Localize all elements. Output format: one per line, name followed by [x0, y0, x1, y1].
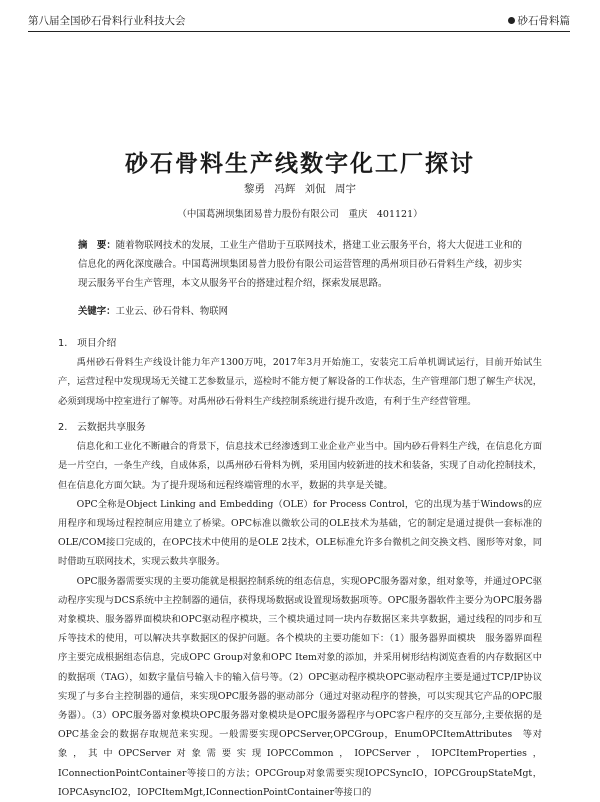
section-tag	[508, 13, 571, 28]
section-heading: 1. 项目介绍	[58, 338, 117, 349]
running-header	[28, 8, 570, 32]
abstract-label: 摘 要：	[78, 240, 116, 251]
section-1	[58, 334, 542, 411]
section-heading: 2. 云数据共享服务	[58, 422, 146, 433]
paragraph: OPC全称是Object Linking and Embedding（OLE）for Process Control，它的出现为基于Windows的应用程序和现场过程控制应用建立了桥梁。OPC标准以微软公司的OLE技术为基础，它的制定是通过提供一套标准的OLE/COM接口完成的，在OPC技术中使用的是OLE 2技术，OLE标准允许多台微机之间交换文档、图形等对象，同时借助互联网技术，实现云数共享服务。	[58, 498, 542, 568]
authors: 黎勇 冯辉 刘侃 周宇	[243, 183, 356, 195]
bullet-icon	[508, 17, 515, 24]
keywords-text: 工业云、砂石骨料、物联网	[115, 306, 229, 317]
keywords	[78, 303, 522, 317]
keywords-label: 关键字：	[78, 306, 116, 317]
paragraph: OPC服务器需要实现的主要功能就是根据控制系统的组态信息，实现OPC服务器对象，组对象等，并通过OPC驱动程序实现与DCS系统中主控制器的通信，获得现场数据或设置现场数据项等。OPC服务器软件主要分为OPC服务器对象模块、服务器界面模块和OPC驱动程序模块，三个模块通过同一块内存数据区来共享数据，通过线程的同步和互斥等技术的使用，可以解决共享数据区的保护问题。各个模块的主要功能如下：（1）服务器界面模块 服务器界面程序主要完成根据组态信息，完成OPC Group对象和OPC Item对象的添加，并采用树形结构浏览查看的内存数据区中的数据项（TAG），如数字量信号输入卡的输入信号等。（2）OPC驱动程序模块OPC驱动程序主要是通过TCP/IP协议实现了与多台主控制器的通信，来实现OPC服务器的驱动部分（通过对驱动程序的替换，可以实现其它产品的OPC服务器）。（3）OPC服务器对象模块OPC服务器对象模块是OPC服务器程序与OPC客户程序的交互部分,主要依据的是OPC基金会的数据存取规范来实现。一般需要实现OPCServer,OPCGroup，EnumOPCItemAttributes 等对象，其中OPCServer对象需要实现IOPCCommon，IOPCServer，IOPCItemProperties，IConnectionPointContainer等接口的方法；OPCGroup对象需要实现IOPCSyncIO，IOPCGroupStateMgt，IOPCAsyncIO2，IOPCItemMgt,IConnectionPointContainer等接口的	[58, 575, 542, 798]
abstract	[78, 236, 522, 293]
paragraph: 信息化和工业化不断融合的背景下，信息技术已经渗透到工业企业产业当中。国内砂石骨料生产线，在信息化方面是一片空白，一条生产线，自成体系，以禹州砂石骨料为例，采用国内较新进的技术和装备，实现了自动化控制技术，但在信息化方面欠缺。为了提升现场和远程终端管理的水平，数据的共享是关键。	[58, 441, 542, 491]
section-tag-label: 砂石骨料篇	[517, 15, 570, 27]
abstract-text: 随着物联网技术的发展，工业生产借助于互联网技术，搭建工业云服务平台，将大大促进工业和的信息化的两化深度融合。中国葛洲坝集团易普力股份有限公司运营管理的禹州项目砂石骨料生产线，初步实现云服务平台生产管理，本文从服务平台的搭建过程介绍，探索发展思路。	[78, 240, 522, 289]
paragraph: 禹州砂石骨料生产线设计能力年产1300万吨，2017年3月开始施工，安装完工后单机调试运行，目前开始试生产，运营过程中发现现场无关键工艺参数显示，巡检时不能方便了解设备的工作状态，生产管理部门想了解生产状况，必须到现场中控室进行了解等。对禹州砂石骨料生产线控制系统进行提升改造，有利于生产经营管理。	[58, 357, 542, 407]
affiliation: （中国葛洲坝集团易普力股份有限公司 重庆 401121）	[177, 209, 423, 220]
section-2	[58, 418, 542, 802]
paper-title: 砂石骨料生产线数字化工厂探讨	[125, 151, 475, 177]
conference-name: 第八届全国砂石骨料行业科技大会	[28, 15, 186, 27]
